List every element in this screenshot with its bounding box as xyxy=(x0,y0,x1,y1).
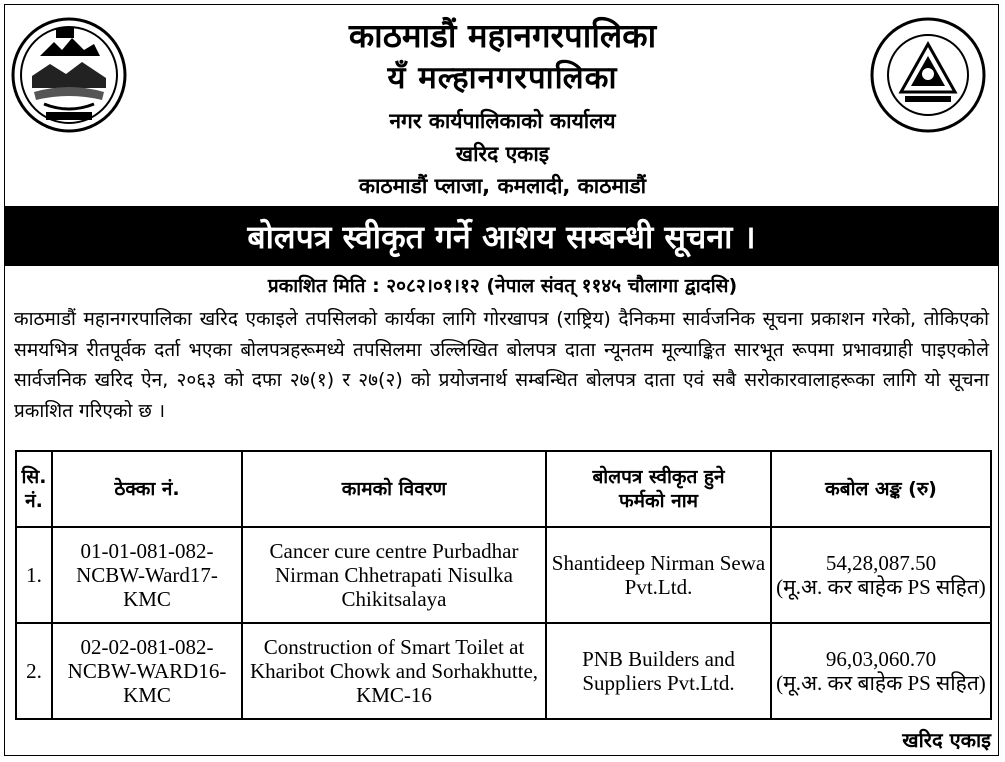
municipality-seal-icon xyxy=(869,16,987,134)
header-amount: कबोल अङ्क (रु) xyxy=(771,451,991,527)
row-sn: 2. xyxy=(16,623,52,719)
amount-note: (मू.अ. कर बाहेक PS सहित) xyxy=(776,671,986,695)
table-header-row xyxy=(16,451,991,527)
municipality-title-newari: यँ मल्हानगरपालिका xyxy=(387,60,618,96)
purchase-unit-signature: खरिद एकाइ xyxy=(902,728,991,752)
office-address: काठमाडौं प्लाजा, कमलादी, काठमाडौं xyxy=(358,174,647,198)
published-date: प्रकाशित मिति : २०८२।०१।१२ (नेपाल संवत् ११४५ चौलागा द्वादसि) xyxy=(267,275,738,297)
row-amount xyxy=(771,527,991,623)
unit-name: खरिद एकाइ xyxy=(455,142,550,166)
row-amount xyxy=(771,623,991,719)
notice-title-banner xyxy=(4,206,999,266)
amount-note: (मू.अ. कर बाहेक PS सहित) xyxy=(776,575,986,599)
award-table xyxy=(15,450,992,720)
notice-title: बोलपत्र स्वीकृत गर्ने आशय सम्बन्धी सूचना । xyxy=(247,217,756,256)
header-description: कामको विवरण xyxy=(242,451,546,527)
nepal-emblem-icon xyxy=(10,16,128,134)
row-firm: PNB Builders and Suppliers Pvt.Ltd. xyxy=(546,623,771,719)
amount-value: 54,28,087.50 xyxy=(825,551,937,575)
table-row xyxy=(16,623,991,719)
municipality-title: काठमाडौं महानगरपालिका xyxy=(348,16,657,55)
row-contract: 01-01-081-082-NCBW-Ward17-KMC xyxy=(52,527,242,623)
row-contract: 02-02-081-082-NCBW-WARD16-KMC xyxy=(52,623,242,719)
amount-value: 96,03,060.70 xyxy=(825,647,937,671)
row-description: Cancer cure centre Purbadhar Nirman Chhetrapati Nisulka Chikitsalaya xyxy=(242,527,546,623)
header-sn: सि. नं. xyxy=(16,451,52,527)
row-description: Construction of Smart Toilet at Kharibot Chowk and Sorhakhutte, KMC-16 xyxy=(242,623,546,719)
header-firm: बोलपत्र स्वीकृत हुने फर्मको नाम xyxy=(546,451,771,527)
office-name: नगर कार्यपालिकाको कार्यालय xyxy=(389,109,616,133)
notice-body: काठमाडौं महानगरपालिका खरिद एकाइले तपसिलको कार्यका लागि गोरखापत्र (राष्ट्रिय) दैनिकमा सार्वजनिक सूचना प्रकाशन गरेको, तोकिएको समयभित्र रीतपूर्वक दर्ता भएका बोलपत्रहरूमध्ये तपसिलमा उल्लिखित बोलपत्र दाता न्यूनतम मूल्याङ्कित सारभूत रूपमा प्रभावग्राही पाइएकोले सार्वजनिक खरिद ऐन, २०६३ को दफा २७(१) र २७(२) को प्रयोजनार्थ सम्बन्धित बोलपत्र दाता एवं सबै सरोकारवालाहरूका लागि यो सूचना प्रकाशित गरिएको छ । xyxy=(14,308,989,422)
header-contract: ठेक्का नं. xyxy=(52,451,242,527)
row-sn: 1. xyxy=(16,527,52,623)
table-row xyxy=(16,527,991,623)
row-firm: Shantideep Nirman Sewa Pvt.Ltd. xyxy=(546,527,771,623)
